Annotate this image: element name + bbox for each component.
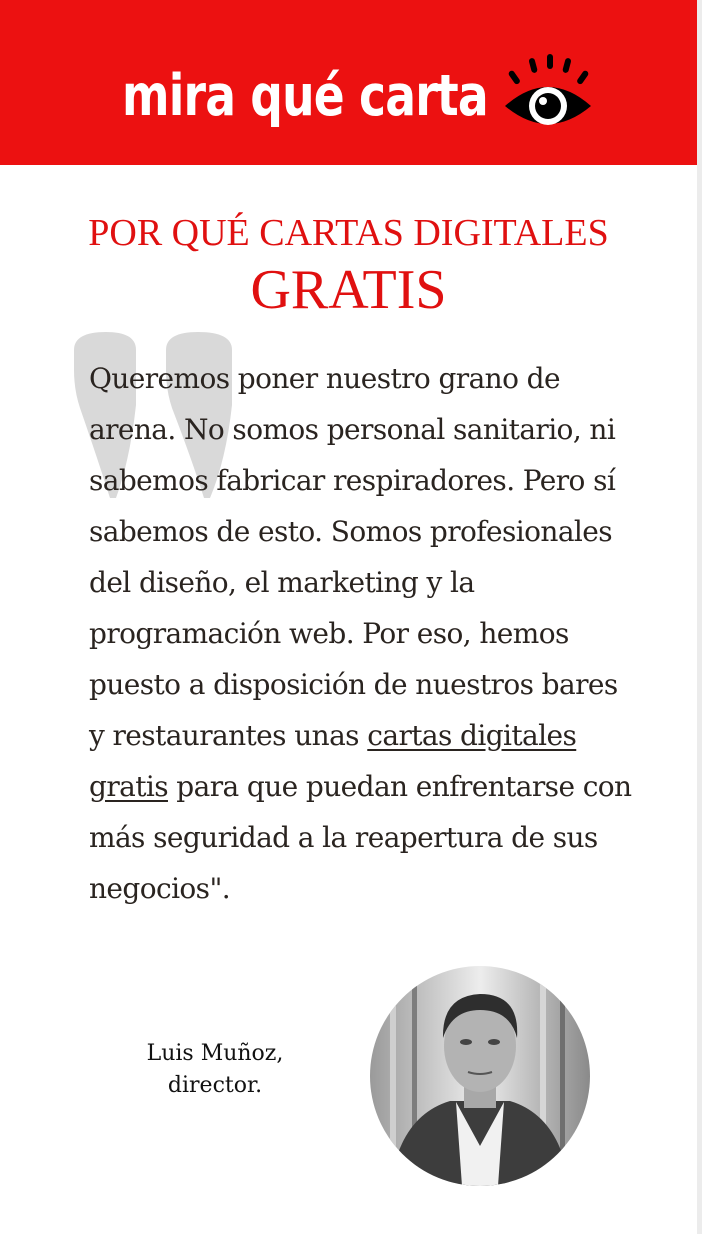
avatar-photo [370,966,590,1186]
quote-text-part2: para que puedan enfrentarse con más seguridad a la reapertura de sus negocios". [89,770,632,905]
author-caption [110,1038,320,1102]
quote-text-part1: Queremos poner nuestro grano de arena. No somos personal sanitario, ni sabemos fabricar respiradores. Pero sí sabemos de esto. Somos profesionales del diseño, el marketing y la programación web. Por eso, hemos puesto a disposición de nuestros bares y restaurantes unas [89,362,618,752]
avatar [370,966,590,1186]
brand-logo-text[interactable]: mira qué carta [122,63,488,129]
quote-text [89,353,639,914]
page-title-line1: POR QUÉ CARTAS DIGITALES [88,212,609,254]
author-role: director. [167,1073,263,1098]
eye-icon [503,50,593,135]
author-name: Luis Muñoz, [146,1041,284,1066]
site-header [0,0,697,165]
page-edge [697,0,702,1234]
page-title-line2: GRATIS [250,259,447,321]
free-digital-menus-link[interactable]: cartas digitales gratis [89,719,577,803]
